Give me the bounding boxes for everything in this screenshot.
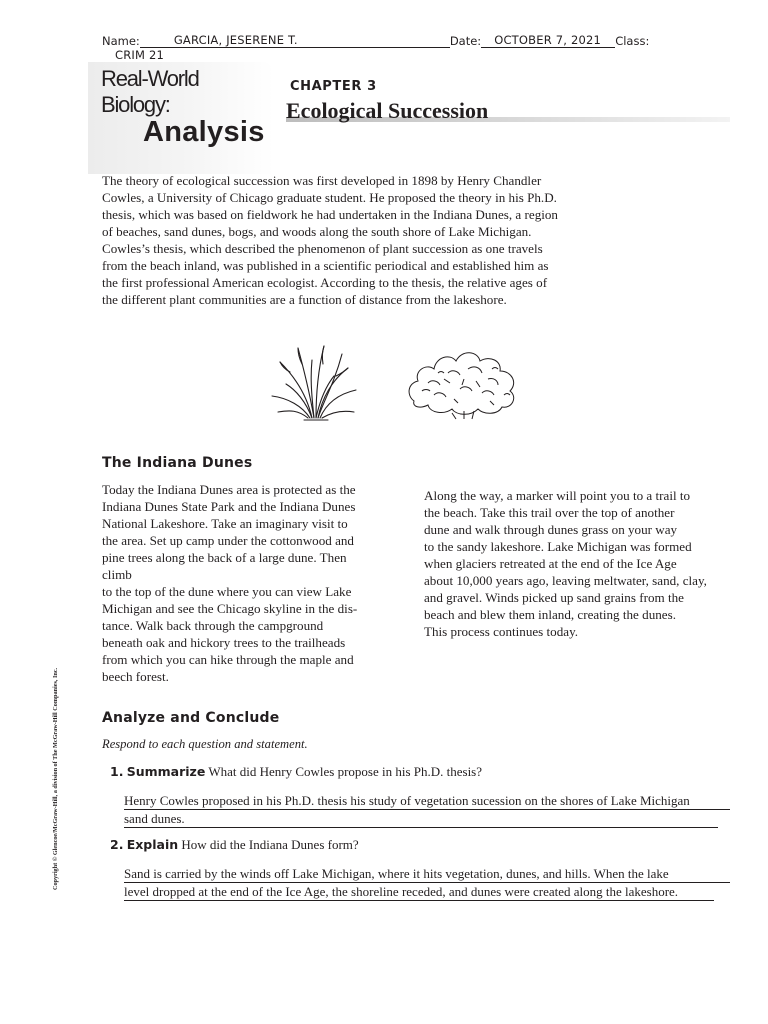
body-line: pine trees along the back of a large dune. Then: [102, 550, 347, 565]
question-text: What did Henry Cowles propose in his Ph.D. thesis?: [208, 764, 483, 779]
intro-line: from the beach inland, was published in a scientific periodical and established him as: [102, 258, 549, 273]
date-field[interactable]: [481, 33, 615, 48]
question-keyword: Explain: [126, 837, 179, 852]
answer-1[interactable]: [124, 792, 730, 828]
body-line: when glaciers retreated at the end of the Ice Age: [424, 556, 677, 571]
body-line: dune and walk through dunes grass on your way: [424, 522, 678, 537]
question-2: [110, 837, 359, 853]
question-number: 1.: [110, 764, 124, 779]
name-value: GARCIA, JESERENE T.: [173, 33, 298, 47]
question-text: How did the Indiana Dunes form?: [181, 837, 359, 852]
question-keyword: Summarize: [126, 764, 206, 779]
logo-line-real-world: Real-World: [101, 66, 199, 91]
intro-line: the different plant communities are a function of distance from the lakeshore.: [102, 292, 507, 307]
section-heading-analyze: Analyze and Conclude: [102, 710, 280, 726]
page-title: Ecological Succession: [286, 98, 489, 123]
answer-2[interactable]: [124, 865, 730, 901]
answer-line: Henry Cowles proposed in his Ph.D. thesis his study of vegetation sucession on the shores of Lake Michigan: [124, 792, 730, 810]
answer-line: sand dunes.: [124, 810, 718, 828]
instructions: Respond to each question and statement.: [102, 737, 308, 751]
body-line: This process continues today.: [424, 624, 579, 639]
question-1: [110, 764, 482, 780]
copyright-notice: Copyright © Glencoe/McGraw-Hill, a division of The McGraw-Hill Companies, Inc.: [52, 667, 59, 890]
date-value: OCTOBER 7, 2021: [494, 33, 602, 47]
body-line: to the top of the dune where you can view Lake: [102, 584, 352, 599]
question-number: 2.: [110, 837, 124, 852]
body-line: to the sandy lakeshore. Lake Michigan was formed: [424, 539, 692, 554]
name-label: Name:: [102, 34, 140, 48]
logo-line-biology: Biology:: [101, 92, 170, 117]
intro-line: of beaches, sand dunes, bogs, and woods along the south shore of Lake Michigan.: [102, 224, 532, 239]
right-column: [424, 487, 734, 640]
body-line: beech forest.: [102, 669, 169, 684]
dune-grass-illustration: [268, 340, 360, 424]
body-line: and gravel. Winds picked up sand grains from the: [424, 590, 684, 605]
date-label: Date:: [449, 34, 482, 48]
answer-line: level dropped at the end of the Ice Age, the shoreline receded, and dunes were created along the lakeshore.: [124, 883, 714, 901]
body-line: Along the way, a marker will point you to a trail to: [424, 488, 691, 503]
intro-paragraph: [102, 172, 602, 308]
body-line: from which you can hike through the maple and: [102, 652, 354, 667]
body-line: beach and blew them inland, creating the dunes.: [424, 607, 676, 622]
class-label: Class:: [615, 34, 650, 48]
chapter-label: CHAPTER 3: [290, 79, 377, 94]
body-line: the area. Set up camp under the cottonwood and: [102, 533, 354, 548]
logo-line-analysis: Analysis: [143, 116, 265, 148]
body-line: Today the Indiana Dunes area is protected as the: [102, 482, 356, 497]
name-field[interactable]: [140, 33, 450, 48]
body-line: beneath oak and hickory trees to the trailheads: [102, 635, 346, 650]
answer-line: Sand is carried by the winds off Lake Michigan, where it hits vegetation, dunes, and hills. When the lake: [124, 865, 730, 883]
left-column: [102, 481, 402, 685]
body-line: National Lakeshore. Take an imaginary visit to: [102, 516, 348, 531]
body-line: about 10,000 years ago, leaving meltwater, sand, clay,: [424, 573, 707, 588]
section-heading-indiana-dunes: The Indiana Dunes: [102, 455, 253, 471]
body-line: Indiana Dunes State Park and the Indiana Dunes: [102, 499, 356, 514]
intro-line: thesis, which was based on fieldwork he had undertaken in the Indiana Dunes, a region: [102, 207, 558, 222]
intro-line: Cowles’s thesis, which described the phenomenon of plant succession as one travels: [102, 241, 543, 256]
body-line: tance. Walk back through the campground: [102, 618, 324, 633]
body-line: climb: [102, 567, 132, 582]
intro-line: the first professional American ecologist. According to the thesis, the relative ages of: [102, 275, 548, 290]
body-line: the beach. Take this trail over the top of another: [424, 505, 675, 520]
intro-line: The theory of ecological succession was first developed in 1898 by Henry Chandler: [102, 173, 542, 188]
class-field[interactable]: [102, 48, 186, 63]
shrub-illustration: [404, 343, 524, 421]
logo-panel: [88, 62, 274, 174]
class-value: CRIM 21: [115, 48, 165, 62]
header-row: [102, 33, 732, 63]
intro-line: Cowles, a University of Chicago graduate student. He proposed the theory in his Ph.D.: [102, 190, 557, 205]
body-line: Michigan and see the Chicago skyline in the dis-: [102, 601, 358, 616]
